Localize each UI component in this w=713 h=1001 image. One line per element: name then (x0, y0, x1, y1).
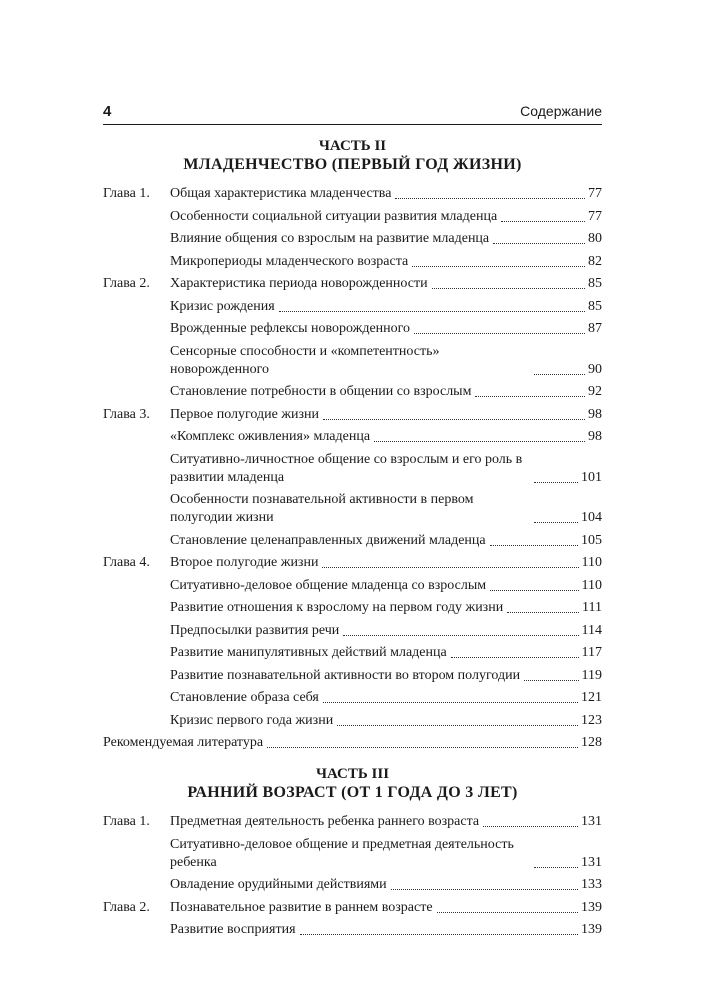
toc-row[interactable] (103, 577, 602, 595)
toc-row[interactable] (103, 599, 602, 617)
toc-entry-title: Первое полугодие жизни (170, 406, 320, 422)
toc-page-number: 139 (581, 922, 602, 937)
toc-row[interactable] (103, 343, 602, 379)
toc-page-number: 90 (588, 361, 602, 377)
toc-row[interactable] (103, 667, 602, 685)
toc-entry (170, 320, 602, 338)
toc-row[interactable] (103, 383, 602, 401)
dot-leader (412, 266, 585, 267)
toc-entry-title: Познавательное развитие в раннем возрасте (170, 899, 433, 915)
chapter-label: Глава 2. (103, 899, 150, 915)
dot-leader (490, 545, 578, 546)
toc-entry-title: Развитие манипулятивных действий младенца (170, 645, 447, 660)
toc-page-number: 121 (581, 690, 602, 705)
dot-leader (475, 396, 585, 397)
part-title: РАННИЙ ВОЗРАСТ (ОТ 1 ГОДА ДО 3 ЛЕТ) (187, 784, 518, 801)
dot-leader (323, 419, 585, 420)
toc-entry-title: Второе полугодие жизни (170, 555, 319, 570)
toc-row[interactable] (103, 532, 602, 550)
toc-entry (170, 185, 602, 203)
toc-entry (170, 667, 602, 685)
dot-leader (391, 889, 578, 890)
dot-leader (437, 912, 578, 913)
chapter-label: Глава 1. (103, 186, 150, 201)
toc-entry-title: Ситуативно-деловое общение младенца со взрослым (170, 577, 487, 593)
toc-page-number: 111 (582, 600, 602, 615)
part-title: МЛАДЕНЧЕСТВО (ПЕРВЫЙ ГОД ЖИЗНИ) (183, 156, 522, 173)
toc-row[interactable] (103, 320, 602, 338)
toc-entry (170, 712, 602, 730)
chapter-label: Глава 4. (103, 555, 150, 570)
toc-entry (170, 532, 602, 550)
toc-page-number: 101 (581, 469, 602, 485)
dot-leader (300, 934, 578, 935)
toc-entry (170, 921, 602, 939)
toc-entry (170, 451, 602, 487)
toc-list (103, 185, 602, 730)
dot-leader (534, 867, 578, 868)
chapter-label: Глава 1. (103, 814, 150, 829)
toc-page-number: 139 (581, 899, 602, 915)
toc-page-number: 110 (581, 577, 602, 593)
toc-row[interactable] (103, 428, 602, 446)
toc-page-number: 119 (581, 667, 602, 683)
toc-page-number: 114 (581, 622, 602, 638)
toc-entry-title: Микропериоды младенческого возраста (170, 253, 409, 269)
dot-leader (323, 702, 578, 703)
toc-list (103, 813, 602, 939)
toc-entry (170, 689, 602, 707)
toc-entry (170, 622, 602, 640)
toc-page-number: 133 (581, 877, 602, 892)
toc-page-number: 105 (581, 532, 602, 548)
toc-entry (170, 836, 602, 872)
toc-page-number: 110 (581, 555, 602, 570)
toc-entry-title: Кризис рождения (170, 298, 275, 314)
dot-leader (490, 590, 578, 591)
toc-row[interactable] (103, 836, 602, 872)
toc-entry-title: Влияние общения со взрослым на развитие младенца (170, 231, 490, 246)
toc-row[interactable] (103, 734, 602, 752)
toc-entry-title: Становление потребности в общении со взрослым (170, 384, 472, 399)
dot-leader (483, 826, 578, 827)
dot-leader (337, 725, 578, 726)
toc-row[interactable] (103, 491, 602, 527)
toc-entry (170, 876, 602, 894)
toc-entry-title: Развитие познавательной активности во втором полугодии (170, 667, 521, 683)
toc-row[interactable] (103, 208, 602, 226)
chapter-label: Глава 2. (103, 276, 150, 291)
toc-page-number: 128 (581, 735, 602, 750)
toc-page-number: 85 (588, 276, 602, 291)
toc-entry-title: Особенности познавательной активности в первом полугодии жизни (170, 492, 474, 525)
toc-entry (170, 406, 602, 424)
toc-row[interactable] (103, 298, 602, 316)
toc-row[interactable] (103, 876, 602, 894)
toc-entry-title: Предметная деятельность ребенка раннего возраста (170, 814, 480, 829)
toc-page-number: 98 (588, 429, 602, 444)
toc-entry (170, 428, 602, 446)
toc-entry (170, 253, 602, 271)
toc-entry-title: Развитие восприятия (170, 922, 296, 937)
toc-entry-title: Становление образа себя (170, 690, 319, 705)
dot-leader (501, 221, 585, 222)
toc-entry (170, 577, 602, 595)
dot-leader (395, 198, 585, 199)
toc-page-number: 80 (588, 231, 602, 246)
table-of-contents (103, 137, 602, 944)
toc-page-number: 77 (588, 208, 602, 224)
toc-page-number: 131 (581, 814, 602, 829)
toc-page-number: 77 (588, 186, 602, 201)
toc-row[interactable] (103, 406, 602, 424)
toc-entry-title: Предпосылки развития речи (170, 622, 340, 638)
toc-page-number: 92 (588, 384, 602, 399)
toc-entry-title: Особенности социальной ситуации развития младенца (170, 208, 498, 224)
part-label: ЧАСТЬ III (315, 766, 390, 782)
toc-row[interactable] (103, 899, 602, 917)
toc-entry-title: Рекомендуемая литература (103, 735, 264, 750)
toc-row[interactable] (103, 813, 602, 831)
dot-leader (343, 635, 578, 636)
toc-row[interactable] (103, 921, 602, 939)
toc-page-number: 85 (588, 298, 602, 314)
page-header (103, 103, 602, 123)
part-heading (103, 137, 602, 175)
toc-row[interactable] (103, 712, 602, 730)
dot-leader (414, 333, 585, 334)
toc-entry-title: Ситуативно-деловое общение и предметная деятельность ребенка (170, 836, 514, 870)
toc-entry (170, 599, 602, 617)
toc-entry-title: Кризис первого года жизни (170, 712, 334, 728)
toc-entry (170, 491, 602, 527)
toc-entry-title: Общая характеристика младенчества (170, 186, 392, 201)
toc-row[interactable] (103, 253, 602, 271)
toc-page-number: 123 (581, 712, 602, 728)
toc-entry-title: Характеристика периода новорожденности (170, 276, 428, 291)
toc-entry (170, 383, 602, 401)
dot-leader (534, 522, 578, 523)
toc-entry (170, 813, 602, 831)
dot-leader (507, 612, 579, 613)
toc-entry-title: Становление целенаправленных движений младенца (170, 532, 486, 548)
toc-row[interactable] (103, 451, 602, 487)
toc-entry (103, 734, 602, 752)
toc-entry-title: Врожденные рефлексы новорожденного (170, 321, 411, 336)
toc-page-number: 131 (581, 854, 602, 870)
toc-row[interactable] (103, 230, 602, 248)
toc-entry (170, 644, 602, 662)
dot-leader (432, 288, 585, 289)
dot-leader (374, 441, 585, 442)
toc-row[interactable] (103, 275, 602, 293)
toc-entry (170, 899, 602, 917)
toc-row[interactable] (103, 689, 602, 707)
running-title: Содержание (520, 103, 602, 119)
toc-page-number: 82 (588, 253, 602, 269)
dot-leader (534, 482, 578, 483)
toc-entry-title: Овладение орудийными действиями (170, 877, 387, 892)
toc-entry-title: «Комплекс оживления» младенца (170, 429, 371, 444)
header-rule (103, 124, 602, 125)
toc-row[interactable] (103, 622, 602, 640)
toc-page-number: 104 (581, 510, 602, 525)
toc-row[interactable] (103, 185, 602, 203)
toc-entry-title: Ситуативно-личностное общение со взрослым и его роль в развитии младенца (170, 451, 523, 485)
toc-entry-title: Сенсорные способности и «компетентность» новорожденного (170, 343, 440, 377)
dot-leader (322, 567, 578, 568)
toc-row[interactable] (103, 644, 602, 662)
toc-page-number: 87 (588, 321, 602, 336)
part-label: ЧАСТЬ II (318, 138, 387, 154)
toc-page-number: 117 (581, 645, 602, 660)
toc-entry (170, 554, 602, 572)
toc-entry (170, 230, 602, 248)
dot-leader (279, 311, 585, 312)
chapter-label: Глава 3. (103, 406, 150, 422)
dot-leader (534, 374, 585, 375)
page-number: 4 (103, 103, 112, 120)
toc-entry (170, 343, 602, 379)
dot-leader (524, 680, 578, 681)
toc-page-number: 98 (588, 406, 602, 422)
toc-entry (170, 208, 602, 226)
part-heading (103, 765, 602, 803)
toc-entry-title: Развитие отношения к взрослому на первом году жизни (170, 600, 504, 615)
dot-leader (493, 243, 585, 244)
dot-leader (451, 657, 579, 658)
toc-row[interactable] (103, 554, 602, 572)
dot-leader (267, 747, 578, 748)
toc-entry (170, 275, 602, 293)
toc-entry (170, 298, 602, 316)
